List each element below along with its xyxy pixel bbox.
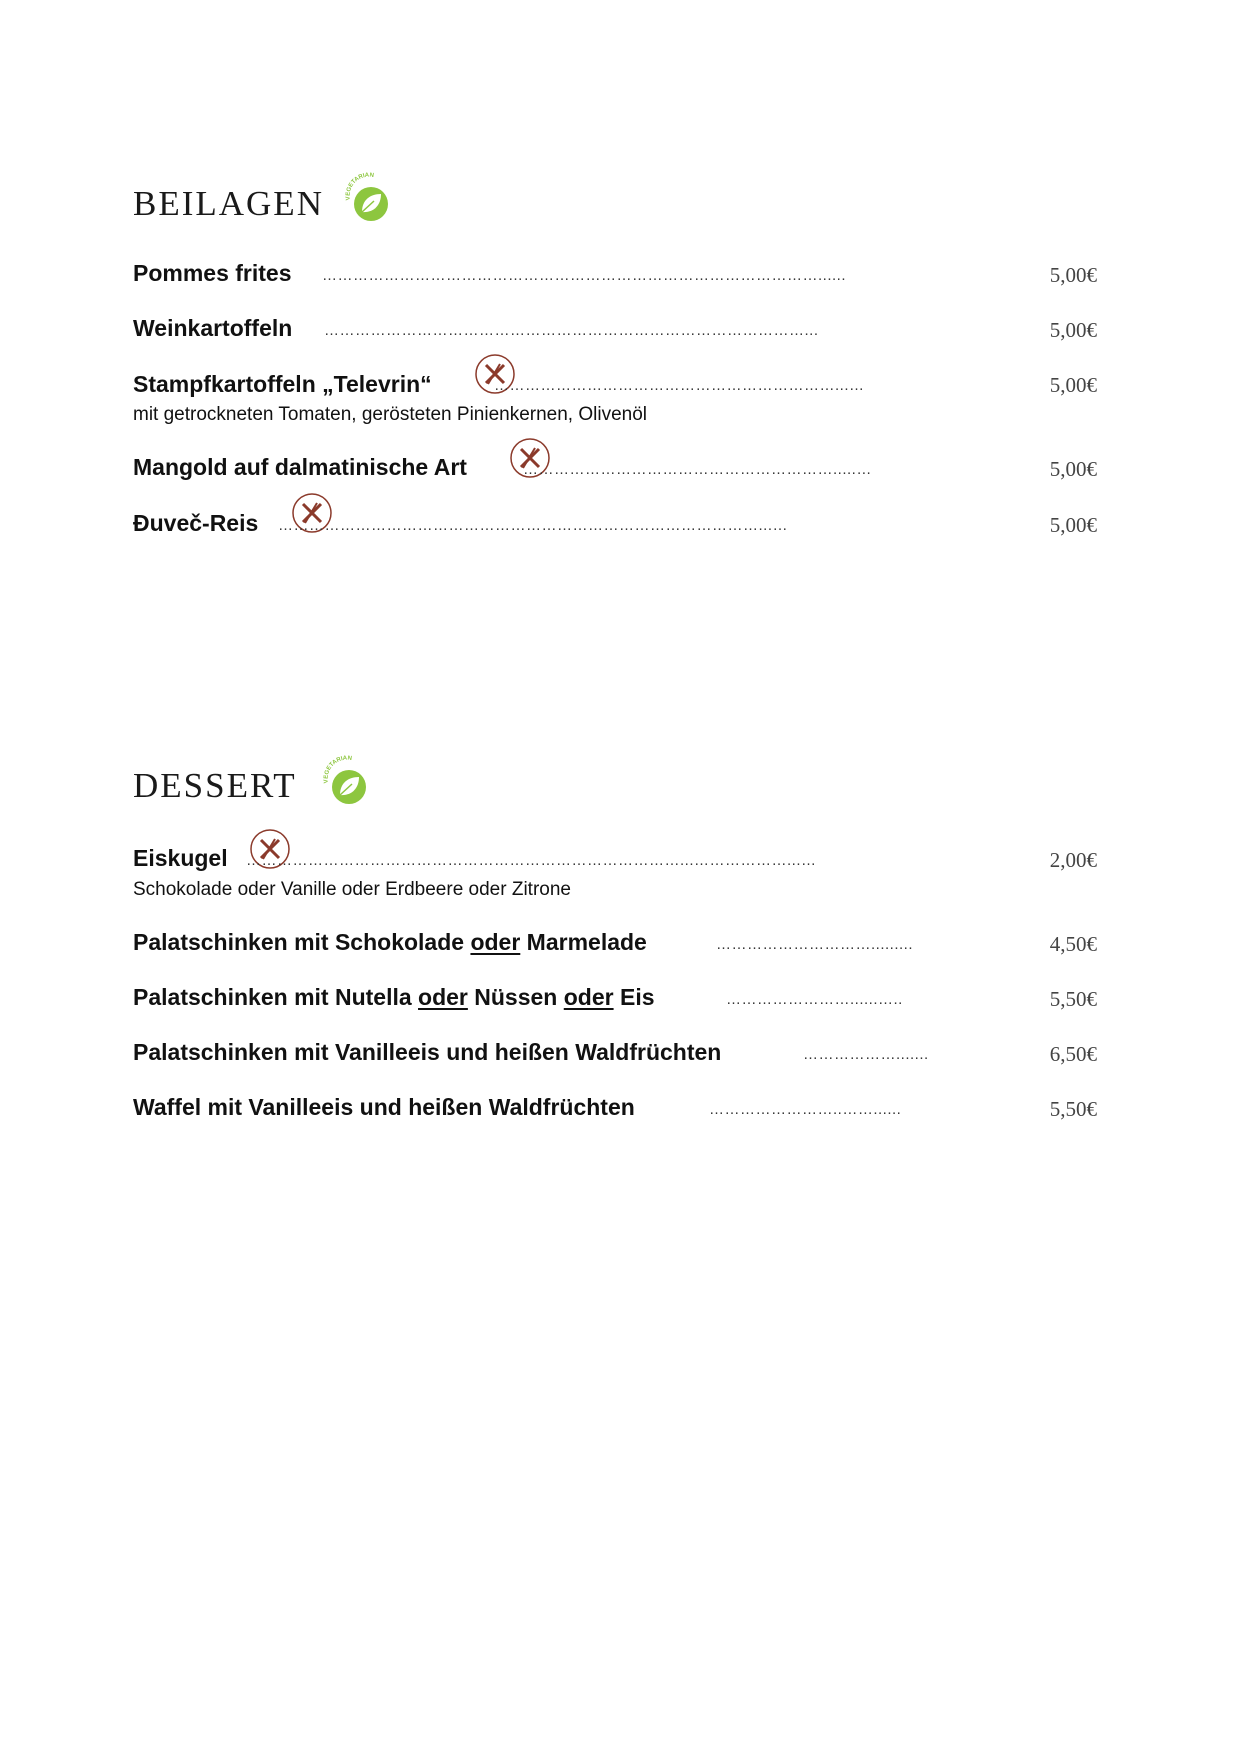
name-part: Nüssen — [467, 984, 564, 1010]
name-part-underlined: oder — [470, 929, 521, 955]
menu-item-name: Weinkartoffeln — [133, 315, 293, 341]
menu-item-name: Eiskugel — [133, 845, 228, 871]
svg-text:VEGETARIAN: VEGETARIAN — [345, 172, 375, 201]
dot-leader: …………………………………………………….....… — [523, 462, 872, 477]
menu-item-description: Schokolade oder Vanille oder Erdbeere oder Zitrone — [133, 879, 571, 900]
name-part-underlined: oder — [563, 984, 614, 1010]
dot-leader: ……………………......….. — [726, 992, 903, 1007]
menu-item-name: Mangold auf dalmatinische Art — [133, 454, 467, 480]
dot-leader: …………………………………………………………………………………... — [324, 323, 819, 338]
dot-leader: …………………………………………………………………………………...… — [278, 518, 789, 533]
menu-item-price: 5,00€ — [1049, 513, 1097, 537]
menu-item-name: Đuveč-Reis — [133, 510, 259, 536]
dot-leader: ……………………..……...... — [709, 1102, 902, 1117]
name-part: Palatschinken mit Schokolade — [133, 929, 471, 955]
dot-leader: …………………………………………………………………………...………………...… — [246, 853, 817, 868]
menu-item-name: Palatschinken mit Vanilleeis und heißen Waldfrüchten — [133, 1039, 722, 1065]
dot-leader: …………………………………………………………...… — [494, 378, 865, 393]
menu-item-name: Pommes frites — [133, 260, 292, 286]
dot-leader: …………………………......... — [716, 937, 914, 952]
vegetarian-leaf-icon — [344, 172, 394, 226]
menu-item-price: 5,50€ — [1049, 987, 1097, 1011]
menu-item-price: 5,00€ — [1049, 318, 1097, 342]
menu-item-price: 4,50€ — [1049, 932, 1097, 956]
menu-item-price: 5,00€ — [1049, 373, 1097, 397]
dot-leader: ……………………………………………………………………………………...... — [322, 268, 847, 283]
menu-item-name: Stampfkartoffeln „Televrin“ — [133, 371, 432, 397]
name-part: Eis — [613, 984, 655, 1010]
menu-item-price: 5,00€ — [1049, 263, 1097, 287]
vegetarian-leaf-icon — [322, 755, 372, 809]
svg-text:VEGETARIAN: VEGETARIAN — [323, 755, 353, 784]
section-title-dessert: DESSERT — [133, 766, 297, 805]
menu-item-name: Waffel mit Vanilleeis und heißen Waldfrüchten — [133, 1094, 635, 1120]
menu-item-name — [133, 986, 655, 1009]
dot-leader: ………………....... — [803, 1047, 929, 1062]
menu-item-price: 6,50€ — [1049, 1042, 1097, 1066]
menu-item-description: mit getrockneten Tomaten, gerösteten Pinienkernen, Olivenöl — [133, 404, 648, 425]
name-part: Marmelade — [520, 929, 647, 955]
menu-item-price: 5,50€ — [1049, 1097, 1097, 1121]
name-part: Palatschinken mit Nutella — [133, 984, 419, 1010]
menu-item-price: 5,00€ — [1049, 457, 1097, 481]
menu-item-price: 2,00€ — [1049, 848, 1097, 872]
section-title-beilagen: BEILAGEN — [133, 184, 324, 223]
name-part-underlined: oder — [418, 984, 468, 1010]
menu-item-name — [133, 931, 647, 954]
